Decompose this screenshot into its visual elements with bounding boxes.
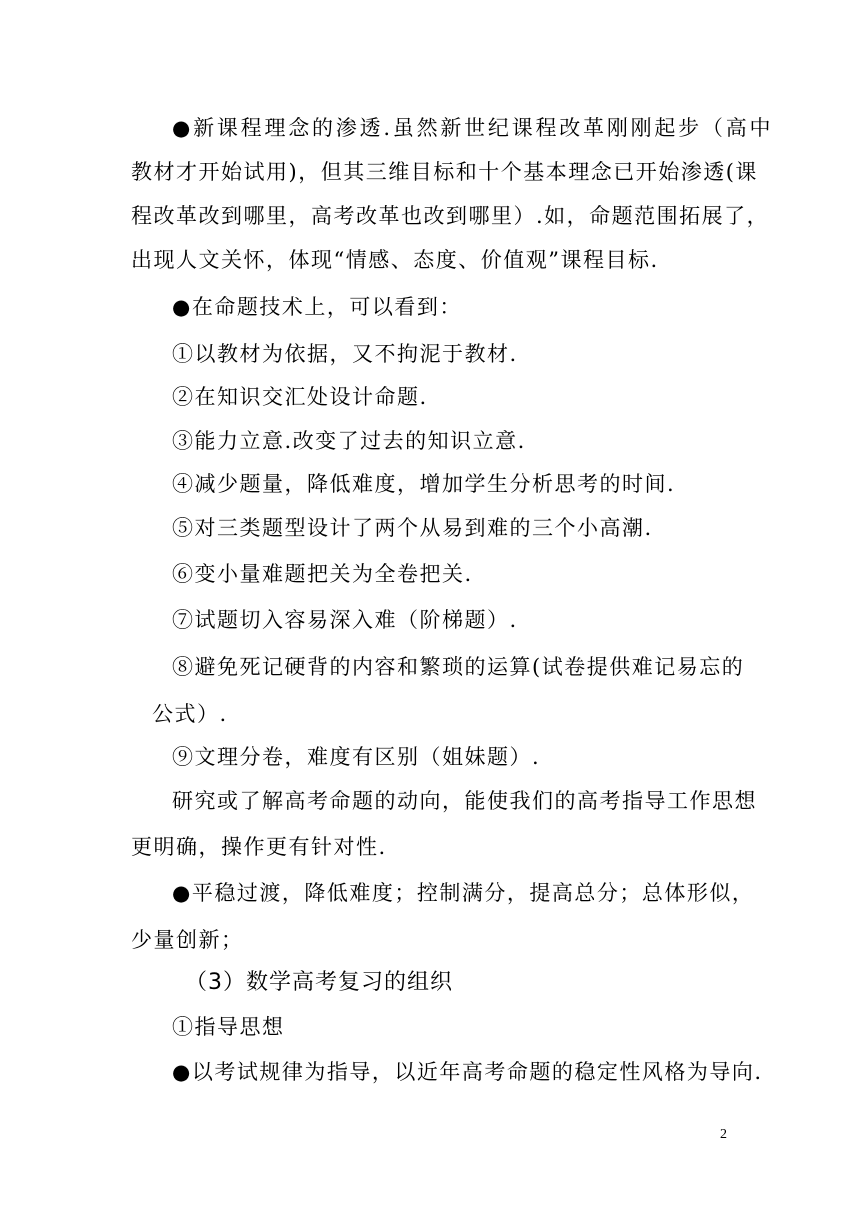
- paragraph-line-10: ●以考试规律为指导，以近年高考命题的稳定性风格为导向.: [172, 1060, 763, 1084]
- list-item-5: ⑤对三类题型设计了两个从易到难的三个小高潮.: [172, 516, 653, 540]
- section-heading: （3）数学高考复习的组织: [185, 970, 453, 995]
- subheading: ①指导思想: [172, 1015, 285, 1039]
- paragraph-line-4: 出现人文关怀，体现“情感、态度、价值观”课程目标.: [131, 248, 659, 272]
- paragraph-line-9: 少量创新；: [131, 928, 244, 952]
- paragraph-line-3: 程改革改到哪里，高考改革也改到哪里）.如，命题范围拓展了，: [131, 204, 770, 228]
- list-item-1: ①以教材为依据，又不拘泥于教材.: [172, 342, 518, 366]
- paragraph-line-8: ●平稳过渡，降低难度；控制满分，提高总分；总体形似，: [172, 881, 755, 905]
- list-item-8-continued: 公式）.: [152, 702, 228, 726]
- paragraph-line-6: 研究或了解高考命题的动向，能使我们的高考指导工作思想: [172, 789, 757, 813]
- paragraph-line-5: ●在命题技术上，可以看到：: [172, 295, 462, 319]
- paragraph-line-1: ●新课程理念的渗透.虽然新世纪课程改革刚刚起步（高中: [172, 116, 772, 140]
- list-item-3: ③能力立意.改变了过去的知识立意.: [172, 429, 526, 453]
- list-item-9: ⑨文理分卷，难度有区别（姐妹题）.: [172, 745, 541, 769]
- paragraph-line-7: 更明确，操作更有针对性.: [131, 835, 387, 859]
- paragraph-line-2: 教材才开始试用)，但其三维目标和十个基本理念已开始渗透(课: [131, 160, 758, 184]
- list-item-6: ⑥变小量难题把关为全卷把关.: [172, 562, 473, 586]
- list-item-2: ②在知识交汇处设计命题.: [172, 385, 428, 409]
- list-item-4: ④减少题量，降低难度，增加学生分析思考的时间.: [172, 472, 676, 496]
- list-item-8: ⑧避免死记硬背的内容和繁琐的运算(试卷提供难记易忘的: [172, 655, 745, 679]
- page-number: 2: [720, 1127, 727, 1142]
- list-item-7: ⑦试题切入容易深入难（阶梯题）.: [172, 608, 518, 632]
